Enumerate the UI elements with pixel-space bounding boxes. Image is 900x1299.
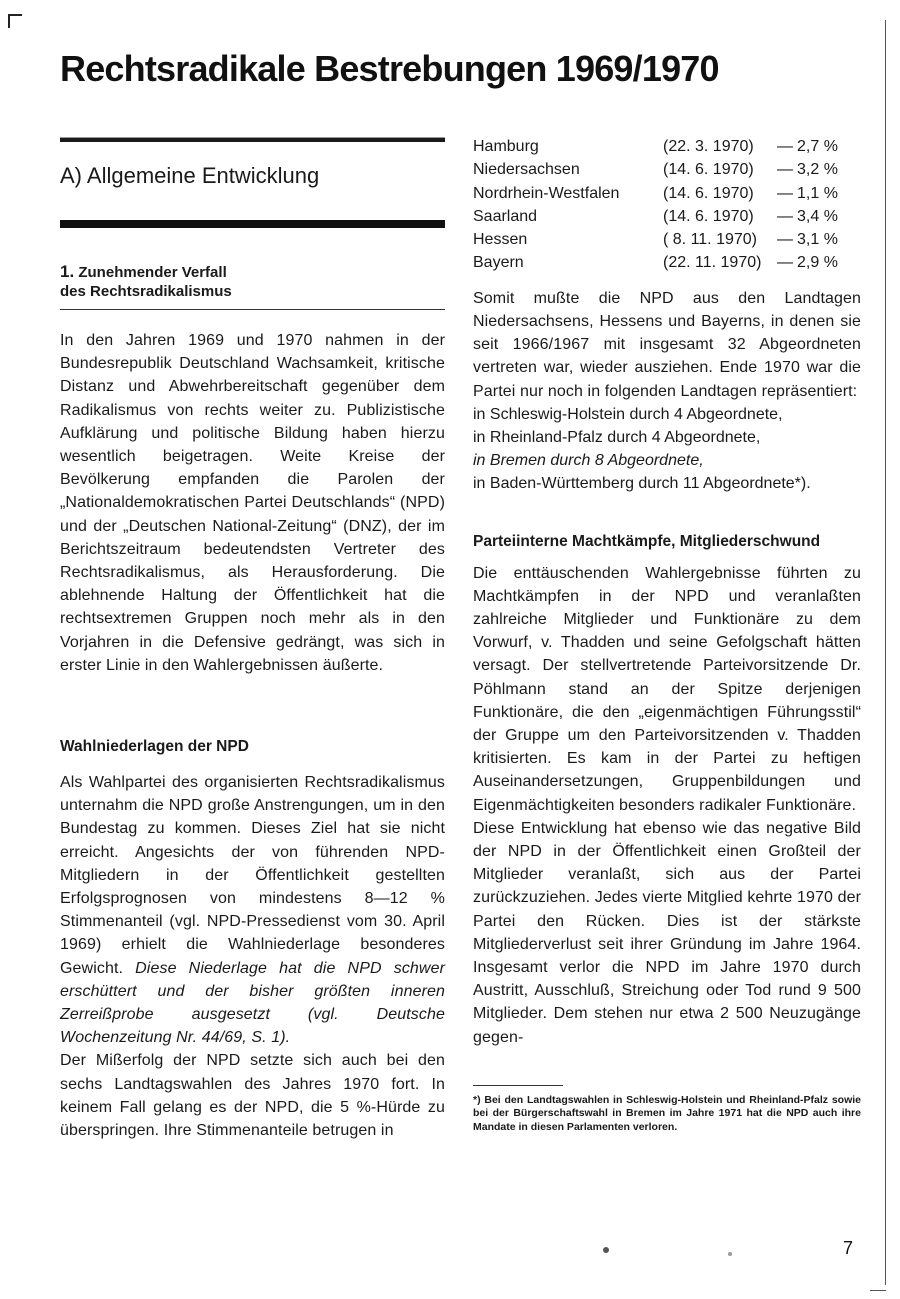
wahl-paragraph-1b: Diese Niederlage hat die NPD schwer erschüttert und der bisher größten inneren Zerreißprobe ausgesetzt (vgl. Deutsche Wochenzeitung Nr. 44/69, S. 1). [60, 959, 445, 1047]
page-title: Rechtsradikale Bestrebungen 1969/1970 [60, 48, 719, 89]
subsection-rule [60, 309, 445, 310]
result-row [473, 182, 861, 205]
footnote: *) Bei den Landtagswahlen in Schleswig-Holstein und Rheinland-Pfalz sowie bei der Bürgerschaftswahl in Bremen im Jahre 1971 hat die NPD auch ihre Mandate in diesen Parlamenten verloren. [473, 1093, 861, 1133]
intro-paragraph: In den Jahren 1969 und 1970 nahmen in der Bundesrepublik Deutschland Wachsamkeit, kritische Distanz und Abwehrbereitschaft gegenüber dem Radikalismus von rechts weiter zu. Publizistische Aufklärung und politische Bildung haben hierzu wesentlich beigetragen. Weite Kreise der Bevölkerung empfanden die Parolen der „Nationaldemokratischen Partei Deutschlands“ (NPD) und der „Deutschen National-Zeitung“ (DNZ), der im Berichtszeitraum bedeutendsten Vertreter des Rechtsradikalismus, als Herausforderung. Die ablehnende Haltung der Öffentlichkeit hat die rechtsextremen Gruppen noch mehr als in den Vorjahren in die Defensive gedrängt, was sich in erster Linie in den Wahlergebnissen äußerte. [60, 332, 445, 674]
result-state: Hessen [473, 231, 528, 249]
heading-wahlniederlagen: Wahlniederlagen der NPD [60, 738, 249, 756]
result-value: 3,2 % [797, 161, 838, 179]
subsection-line2: des Rechtsradikalismus [60, 283, 232, 300]
result-row [473, 158, 861, 181]
page-edge-rule [885, 20, 886, 1285]
result-dash: — [777, 207, 793, 225]
crop-mark [8, 14, 22, 28]
result-date: (22. 3. 1970) [663, 138, 754, 155]
result-dash: — [777, 161, 793, 179]
result-state: Bayern [473, 254, 524, 272]
result-state: Hamburg [473, 138, 539, 155]
result-value: 2,9 % [797, 254, 838, 272]
section-bar-top [60, 137, 445, 142]
machtkampf-paragraph-2: Diese Entwicklung hat ebenso wie das negative Bild der NPD in der Öffentlichkeit einen Großteil der Mitglieder veranlaßt, sich aus der Partei zurückzuziehen. Jedes vierte Mitglied kehrte 1970 der Partei den Rücken. Dies ist der stärkste Mitgliederverlust seit ihrer Gründung im Jahre 1964. Insgesamt verlor die NPD im Jahre 1970 durch Austritt, Ausschluß, Streichung oder Tod rund 9 500 Mitglieder. Dem stehen nur etwa 2 500 Neuzugänge gegen- [473, 819, 861, 1046]
landtag-line: in Rheinland-Pfalz durch 4 Abgeordnete, [473, 429, 761, 446]
result-row [473, 251, 861, 274]
page-edge-rule-bottom [870, 1290, 886, 1291]
landtag-line: in Baden-Württemberg durch 11 Abgeordnete*). [473, 475, 811, 493]
result-state: Saarland [473, 207, 538, 225]
left-column [60, 137, 445, 1142]
wahl-paragraph-2: Der Mißerfolg der NPD setzte sich auch bei den sechs Landtagswahlen des Jahres 1970 fort. In keinem Fall gelang es der NPD, die 5 %-Hürde zu überspringen. Ihre Stimmenanteile betrugen in [60, 1052, 445, 1140]
section-heading: A) Allgemeine Entwicklung [60, 163, 320, 188]
page-number: 7 [843, 1238, 854, 1258]
subsection-line1: Zunehmender Verfall [78, 264, 227, 281]
landtage-paragraph: Somit mußte die NPD aus den Landtagen Niedersachsens, Hessens und Bayerns, in denen sie seit 1966/1967 mit insgesamt 32 Abgeordneten vertreten war, wieder ausziehen. Ende 1970 war die Partei nur noch in folgenden Landtagen repräsentiert: [473, 289, 861, 400]
subsection-heading [60, 262, 445, 301]
print-speck [728, 1252, 732, 1256]
result-date: (14. 6. 1970) [663, 207, 754, 225]
result-dash: — [777, 254, 793, 272]
heading-machtkaempfe: Parteiinterne Machtkämpfe, Mitgliederschwund [473, 532, 821, 550]
print-speck [603, 1247, 609, 1253]
landtag-line: in Schleswig-Holstein durch 4 Abgeordnete, [473, 405, 783, 423]
result-value: 3,1 % [797, 231, 838, 249]
subsection-number: 1. [60, 262, 75, 281]
result-row [473, 228, 861, 251]
result-dash: — [777, 231, 793, 249]
wahl-paragraph-1 [60, 771, 445, 1049]
footnote-rule [473, 1085, 563, 1086]
result-value: 3,4 % [797, 207, 838, 225]
section-bar-bottom [60, 220, 445, 228]
machtkampf-paragraph-1: Die enttäuschenden Wahlergebnisse führten zu Machtkämpfen in der NPD und veranlaßten zahlreiche Mitglieder und Funktionäre zu dem Vorwurf, v. Thadden und seine Gefolgschaft hätten versagt. Der stellvertretende Parteivorsitzende Dr. Pöhlmann stand an der Spitze derjenigen Funktionäre, die den „eigenmächtigen Führungsstil“ der Gruppe um den Parteivorsitzenden v. Thadden kritisierten. Es kam in der Partei zu heftigen Auseinandersetzungen, Gruppenbildungen und Eigenmächtigkeiten besonders radikaler Funktionäre. [473, 564, 861, 814]
result-date: (14. 6. 1970) [663, 184, 754, 202]
result-row [473, 205, 861, 228]
result-date: ( 8. 11. 1970) [663, 231, 757, 249]
wahl-paragraph-1a: Als Wahlpartei des organisierten Rechtsradikalismus unternahm die NPD große Anstrengungen, um in den Bundestag zu kommen. Dieses Ziel hat sie nicht erreicht. Angesichts der von führenden NPD-Mitgliedern in der Öffentlichkeit gestellten Erfolgsprognosen von mindestens 8—12 % Stimmenanteil (vgl. NPD-Pressedienst vom 30. April 1969) erhielt die Wahlniederlage besonderes Gewicht. [60, 774, 445, 977]
result-row [473, 135, 861, 158]
result-state: Niedersachsen [473, 161, 580, 179]
election-results-table [473, 135, 861, 275]
result-date: (14. 6. 1970) [663, 161, 754, 179]
result-dash: — [777, 184, 793, 202]
result-value: 2,7 % [797, 138, 838, 155]
result-dash: — [777, 138, 793, 155]
right-column [473, 135, 861, 1134]
result-date: (22. 11. 1970) [663, 254, 762, 272]
result-value: 1,1 % [797, 184, 838, 202]
result-state: Nordrhein-Westfalen [473, 184, 620, 202]
landtag-line: in Bremen durch 8 Abgeordnete, [473, 452, 704, 470]
